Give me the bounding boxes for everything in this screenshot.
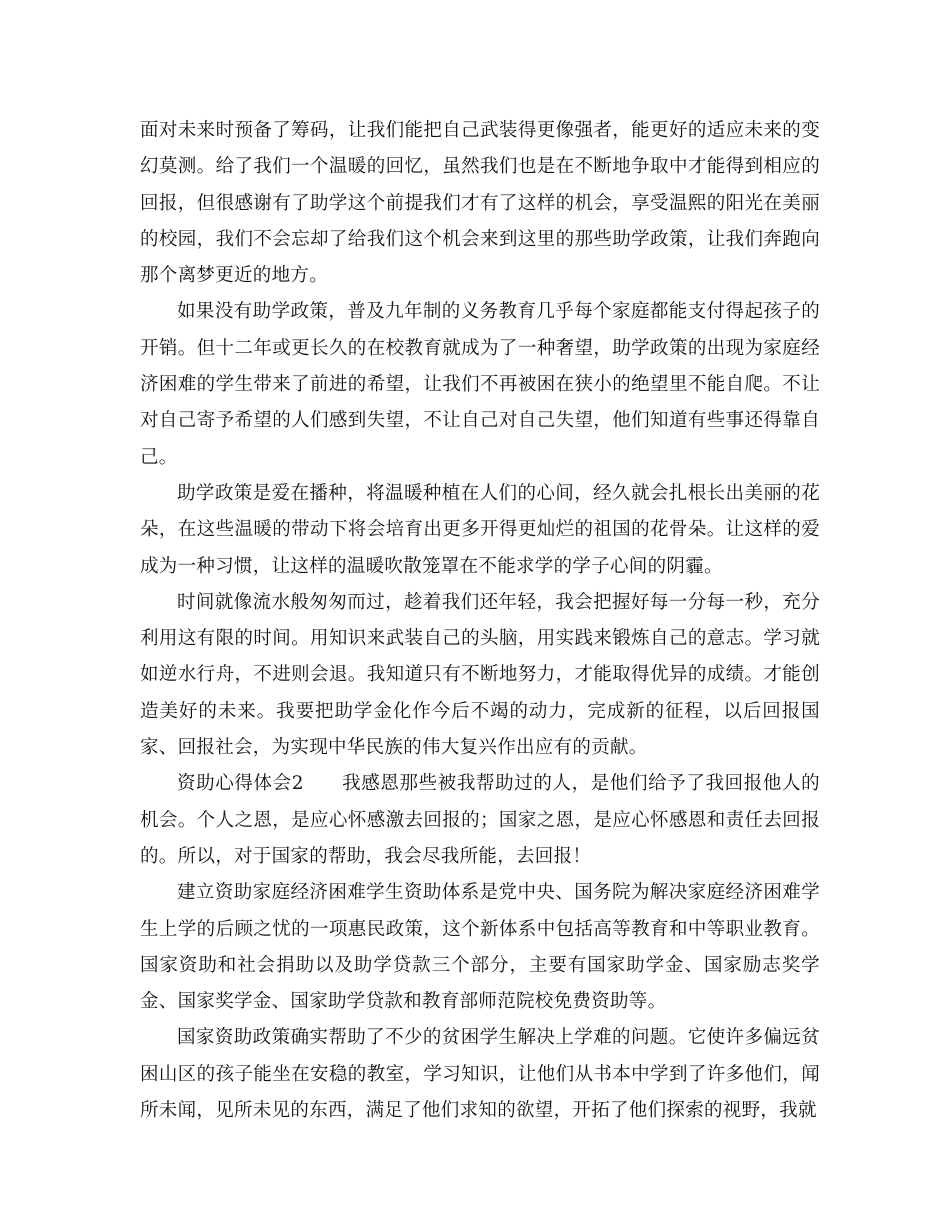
section-2-heading: 资助心得体会2 xyxy=(177,773,304,795)
document-body xyxy=(140,113,820,1129)
paragraph-4: 时间就像流水般匆匆而过，趁着我们还年轻，我会把握好每一分每一秒，充分利用这有限的时间。用知识来武装自己的头脑，用实践来锻炼自己的意志。学习就如逆水行舟，不进则会退。我知道只有不断地努力，才能取得优异的成绩。才能创造美好的未来。我要把助学金化作今后不竭的动力，完成新的征程，以后回报国家、回报社会，为实现中华民族的伟大复兴作出应有的贡献。 xyxy=(140,591,820,759)
paragraph-7: 国家资助政策确实帮助了不少的贫困学生解决上学难的问题。它使许多偏远贫困山区的孩子能坐在安稳的教室，学习知识，让他们从书本中学到了许多他们，闻所未闻，见所未见的东西，满足了他们求知的欲望，开拓了他们探索的视野，我就 xyxy=(140,1027,820,1122)
paragraph-2: 如果没有助学政策，普及九年制的义务教育几乎每个家庭都能支付得起孩子的开销。但十二年或更长久的在校教育就成为了一种奢望，助学政策的出现为家庭经济困难的学生带来了前进的希望，让我们不再被困在狭小的绝望里不能自爬。不让对自己寄予希望的人们感到失望，不让自己对自己失望，他们知道有些事还得靠自己。 xyxy=(140,301,820,468)
paragraph-6: 建立资助家庭经济困难学生资助体系是党中央、国务院为解决家庭经济困难学生上学的后顾之忧的一项惠民政策，这个新体系中包括高等教育和中等职业教育。国家资助和社会捐助以及助学贷款三个部分，主要有国家助学金、国家励志奖学金、国家奖学金、国家助学贷款和教育部师范院校免费资助等。 xyxy=(140,882,820,1013)
section-2-paragraph xyxy=(140,766,820,875)
paragraph-3: 助学政策是爱在播种，将温暖种植在人们的心间，经久就会扎根长出美丽的花朵，在这些温暖的带动下将会培育出更多开得更灿烂的祖国的花骨朵。让这样的爱成为一种习惯，让这样的温暖吹散笼罩在不能求学的学子心间的阴霾。 xyxy=(140,482,820,577)
paragraph-1: 面对未来时预备了筹码，让我们能把自己武装得更像强者，能更好的适应未来的变幻莫测。给了我们一个温暖的回忆，虽然我们也是在不断地争取中才能得到相应的回报，但很感谢有了助学这个前提我们才有了这样的机会，享受温熙的阳光在美丽的校园，我们不会忘却了给我们这个机会来到这里的那些助学政策，让我们奔跑向那个离梦更近的地方。 xyxy=(140,120,820,287)
section-2-text: 我感恩那些被我帮助过的人，是他们给予了我回报他人的机会。个人之恩，是应心怀感激去回报的；国家之恩，是应心怀感恩和责任去回报的。所以，对于国家的帮助，我会尽我所能，去回报！ xyxy=(140,773,820,867)
